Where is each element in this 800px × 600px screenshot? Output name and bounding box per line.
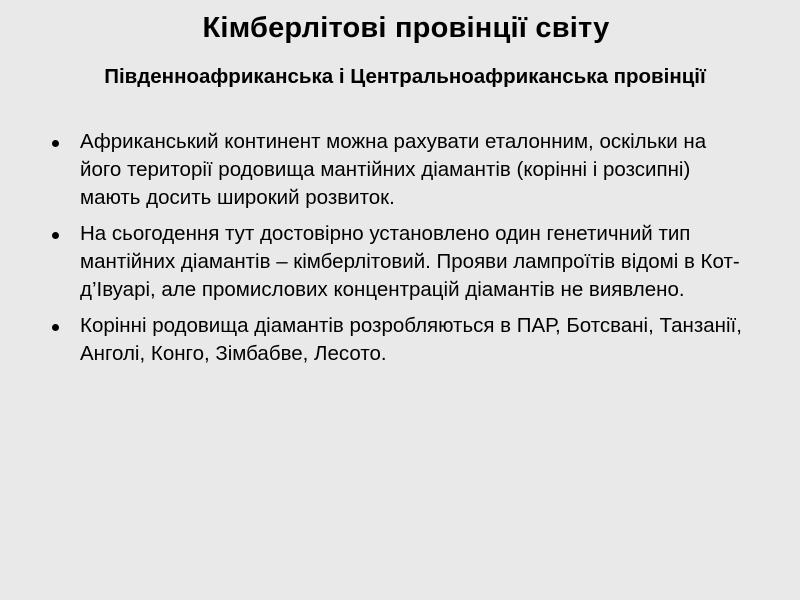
bullet-text: На сьогодення тут достовірно установлено один генетичний тип мантійних діамантів – кімберлітовий. Прояви лампроїтів відомі в Кот-д’Івуарі, але промислових концентрацій діамантів не виявлено. [80, 222, 740, 301]
bullet-item [52, 128, 752, 212]
bullet-item [52, 312, 752, 368]
bullet-dot-icon [52, 324, 59, 331]
bullet-dot-icon [52, 140, 59, 147]
bullet-text: Африканський континент можна рахувати еталонним, оскільки на його території родовища мантійних діамантів (корінні і розсипні) мають досить широкий розвиток. [80, 130, 707, 209]
slide-title: Кімберлітові провінції світу [202, 12, 610, 44]
bullet-text: Корінні родовища діамантів розробляються в ПАР, Ботсвані, Танзанії, Анголі, Конго, Зімбабве, Лесото. [80, 314, 742, 365]
bullet-dot-icon [52, 232, 59, 239]
slide-subtitle: Південноафриканська і Центральноафриканська провінції [104, 65, 706, 88]
bullet-item [52, 220, 752, 304]
bullet-list [52, 128, 752, 376]
